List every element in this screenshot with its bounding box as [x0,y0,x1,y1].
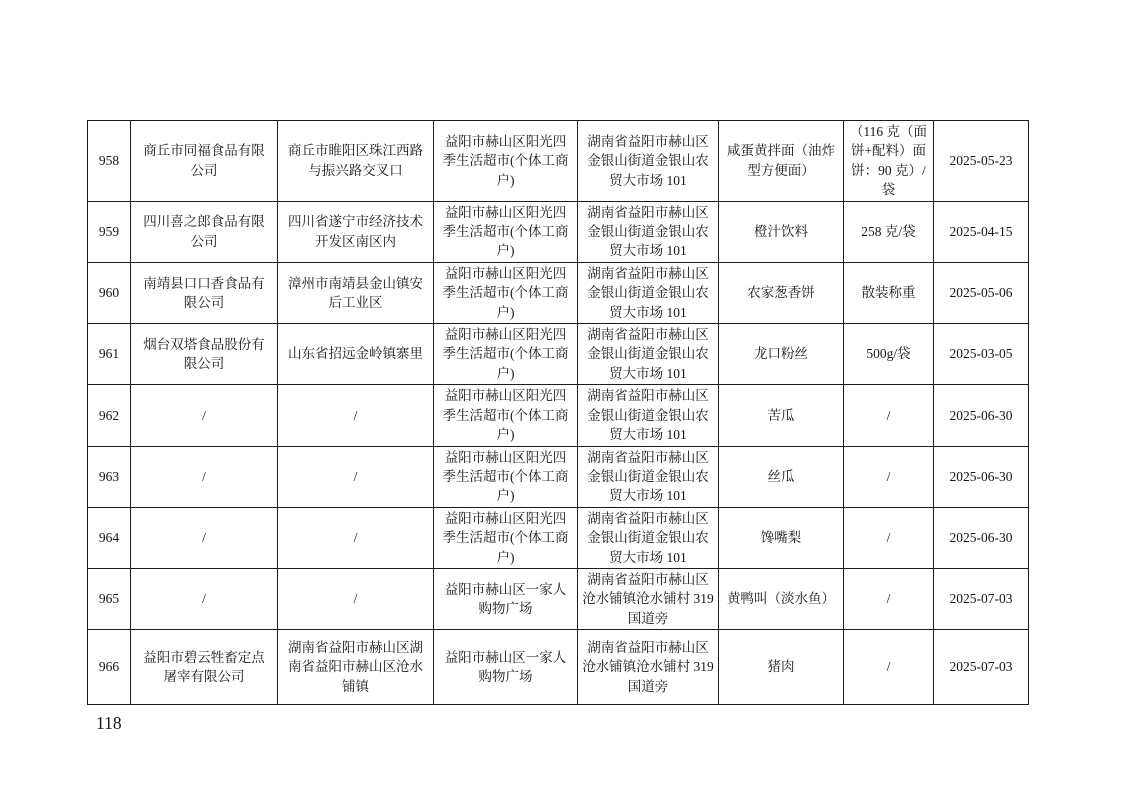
table-cell: 咸蛋黄拌面（油炸型方便面） [719,121,844,202]
table-cell: / [844,446,934,507]
table-cell: 馋嘴梨 [719,507,844,568]
table-cell: 橙汁饮料 [719,201,844,262]
table-cell: / [278,385,434,446]
table-cell: 2025-04-15 [934,201,1029,262]
table-cell: / [131,507,278,568]
table-row [88,630,1029,705]
table-cell: 四川喜之郎食品有限公司 [131,201,278,262]
table-cell: 湖南省益阳市赫山区金银山街道金银山农贸大市场 101 [578,385,719,446]
table-row [88,507,1029,568]
table-row [88,385,1029,446]
table-cell: / [278,446,434,507]
table-cell: 益阳市赫山区阳光四季生活超市(个体工商户) [434,201,578,262]
table-cell: 烟台双塔食品股份有限公司 [131,324,278,385]
table-cell: 966 [88,630,131,705]
table-cell: 湖南省益阳市赫山区金银山街道金银山农贸大市场 101 [578,262,719,323]
table-row [88,568,1029,629]
table-cell: 958 [88,121,131,202]
table-cell: / [278,568,434,629]
table-row [88,201,1029,262]
table-cell: / [844,385,934,446]
table-cell: 960 [88,262,131,323]
table-cell: 2025-06-30 [934,385,1029,446]
table-cell: 2025-07-03 [934,568,1029,629]
table-cell: 丝瓜 [719,446,844,507]
table-body [88,121,1029,705]
table-cell: 苦瓜 [719,385,844,446]
table-cell: 猪肉 [719,630,844,705]
table-cell: / [844,568,934,629]
table-cell: （116 克（面饼+配料）面饼：90 克）/袋 [844,121,934,202]
table-cell: 益阳市赫山区阳光四季生活超市(个体工商户) [434,446,578,507]
table-cell: 2025-06-30 [934,446,1029,507]
table-cell: 961 [88,324,131,385]
table-cell: / [131,446,278,507]
table-cell: / [844,507,934,568]
table-cell: 258 克/袋 [844,201,934,262]
table-cell: 2025-06-30 [934,507,1029,568]
table-cell: 黄鸭叫（淡水鱼） [719,568,844,629]
table-cell: 湖南省益阳市赫山区金银山街道金银山农贸大市场 101 [578,446,719,507]
table-cell: 962 [88,385,131,446]
table-cell: 湖南省益阳市赫山区金银山街道金银山农贸大市场 101 [578,324,719,385]
table-cell: 湖南省益阳市赫山区金银山街道金银山农贸大市场 101 [578,201,719,262]
table-cell: 2025-07-03 [934,630,1029,705]
table-cell: 湖南省益阳市赫山区湖南省益阳市赫山区沧水铺镇 [278,630,434,705]
table-cell: 龙口粉丝 [719,324,844,385]
table-cell: 益阳市赫山区一家人购物广场 [434,630,578,705]
table-container [87,120,1028,705]
table-cell: 益阳市赫山区阳光四季生活超市(个体工商户) [434,385,578,446]
table-cell: 益阳市赫山区一家人购物广场 [434,568,578,629]
table-cell: 500g/袋 [844,324,934,385]
table-cell: 湖南省益阳市赫山区沧水铺镇沧水铺村 319 国道旁 [578,568,719,629]
table-cell: 益阳市赫山区阳光四季生活超市(个体工商户) [434,324,578,385]
table-cell: 益阳市赫山区阳光四季生活超市(个体工商户) [434,262,578,323]
table-cell: 四川省遂宁市经济技术开发区南区内 [278,201,434,262]
table-cell: 963 [88,446,131,507]
table-cell: 2025-05-23 [934,121,1029,202]
table-cell: 965 [88,568,131,629]
table-cell: 农家葱香饼 [719,262,844,323]
table-row [88,121,1029,202]
table-cell: 959 [88,201,131,262]
table-cell: 益阳市赫山区阳光四季生活超市(个体工商户) [434,507,578,568]
table-row [88,262,1029,323]
table-cell: 湖南省益阳市赫山区金银山街道金银山农贸大市场 101 [578,121,719,202]
inspection-table [87,120,1029,705]
page-number: 118 [96,713,122,733]
table-cell: 漳州市南靖县金山镇安后工业区 [278,262,434,323]
table-cell: 散装称重 [844,262,934,323]
table-cell: 湖南省益阳市赫山区金银山街道金银山农贸大市场 101 [578,507,719,568]
table-cell: 2025-03-05 [934,324,1029,385]
table-cell: 山东省招远金岭镇寨里 [278,324,434,385]
table-cell: 湖南省益阳市赫山区沧水铺镇沧水铺村 319 国道旁 [578,630,719,705]
table-cell: / [131,568,278,629]
table-cell: 商丘市睢阳区珠江西路与振兴路交叉口 [278,121,434,202]
table-cell: 2025-05-06 [934,262,1029,323]
table-cell: 商丘市同福食品有限公司 [131,121,278,202]
table-cell: / [278,507,434,568]
table-cell: / [844,630,934,705]
table-cell: 南靖县口口香食品有限公司 [131,262,278,323]
table-cell: 益阳市碧云牲畜定点屠宰有限公司 [131,630,278,705]
table-cell: 964 [88,507,131,568]
table-row [88,446,1029,507]
table-cell: 益阳市赫山区阳光四季生活超市(个体工商户) [434,121,578,202]
table-cell: / [131,385,278,446]
table-row [88,324,1029,385]
